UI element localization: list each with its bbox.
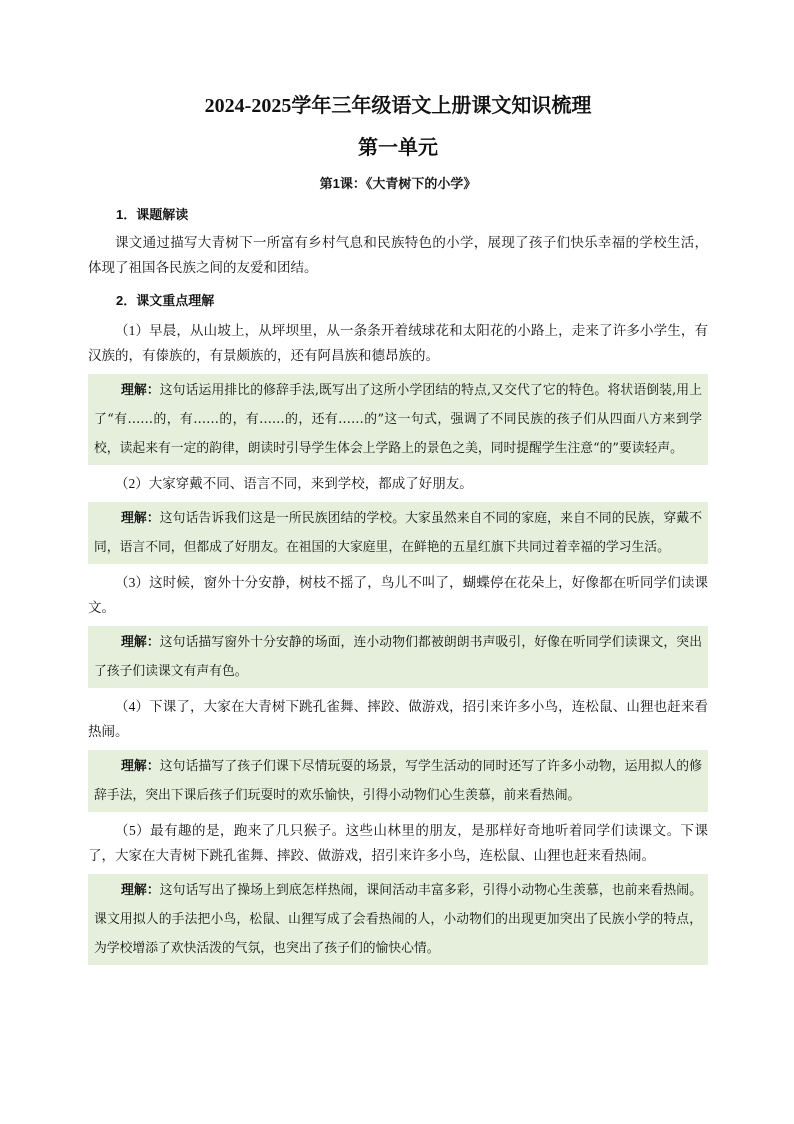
note-text: 这句话描写窗外十分安静的场面，连小动物们都被朗朗书声吸引，好像在听同学们读课文，突出了孩子们读课文有声有色。 [94,635,703,679]
understanding-note-1 [88,374,708,465]
unit-title: 第一单元 [358,137,438,159]
key-sentence-3: （3）这时候，窗外十分安静，树枝不摇了，鸟儿不叫了，蝴蝶停在花朵上，好像都在听同学们读课文。 [88,575,708,615]
note-label: 理解： [121,759,160,774]
note-text: 这句话写出了操场上到底怎样热闹，课间活动丰富多彩，引得小动物心生羡慕，也前来看热闹。课文用拟人的手法把小鸟，松鼠、山狸写成了会看热闹的人，小动物们的出现更加突出了民族小学的特点，为学校增添了欢快活泼的气氛，也突出了孩子们的愉快心情。 [94,883,703,956]
key-sentence-1: （1）早晨，从山坡上，从坪坝里，从一条条开着绒球花和太阳花的小路上，走来了许多小学生，有汉族的，有傣族的，有景颇族的，还有阿昌族和德昂族的。 [88,323,708,363]
key-sentence-4: （4）下课了，大家在大青树下跳孔雀舞、摔跤、做游戏，招引来许多小鸟，连松鼠、山狸也赶来看热闹。 [88,699,708,739]
note-label: 理解： [121,635,160,650]
note-label: 理解： [121,511,160,526]
understanding-note-3 [88,626,708,688]
understanding-note-2 [88,502,708,564]
document-content [88,92,708,965]
document-title: 2024-2025学年三年级语文上册课文知识梳理 [204,95,592,117]
note-text: 这句话运用排比的修辞手法,既写出了这所小学团结的特点,又交代了它的特色。将状语倒装,用上了“有……的，有……的，有……的，还有……的”这一句式，强调了不同民族的孩子们从四面八方来到学校，读起来有一定的韵律，朗读时引导学生体会上学路上的景色之美，同时提醒学生注意“的”要读轻声。 [94,383,702,456]
lesson-title: 第1课：《大青树下的小学》 [319,176,477,191]
note-label: 理解： [121,883,160,898]
key-sentence-5: （5）最有趣的是，跑来了几只猴子。这些山林里的朋友，是那样好奇地听着同学们读课文。下课了，大家在大青树下跳孔雀舞、摔跤、做游戏，招引来许多小鸟，连松鼠、山狸也赶来看热闹。 [88,823,708,863]
understanding-note-5 [88,874,708,965]
section-heading-topic: 1．课题解读 [116,207,189,222]
note-label: 理解： [121,383,160,398]
key-sentence-2: （2）大家穿戴不同、语言不同，来到学校，都成了好朋友。 [115,476,473,491]
section-heading-key-points: 2．课文重点理解 [116,293,215,308]
note-text: 这句话告诉我们这是一所民族团结的学校。大家虽然来自不同的家庭，来自不同的民族，穿戴不同，语言不同，但都成了好朋友。在祖国的大家庭里，在鲜艳的五星红旗下共同过着幸福的学习生活。 [94,511,703,555]
understanding-note-4 [88,750,708,812]
note-text: 这句话描写了孩子们课下尽情玩耍的场景，写学生活动的同时还写了许多小动物，运用拟人的修辞手法，突出下课后孩子们玩耍时的欢乐愉快，引得小动物们心生羡慕，前来看热闹。 [94,759,703,803]
topic-paragraph: 课文通过描写大青树下一所富有乡村气息和民族特色的小学，展现了孩子们快乐幸福的学校生活，体现了祖国各民族之间的友爱和团结。 [88,235,708,275]
